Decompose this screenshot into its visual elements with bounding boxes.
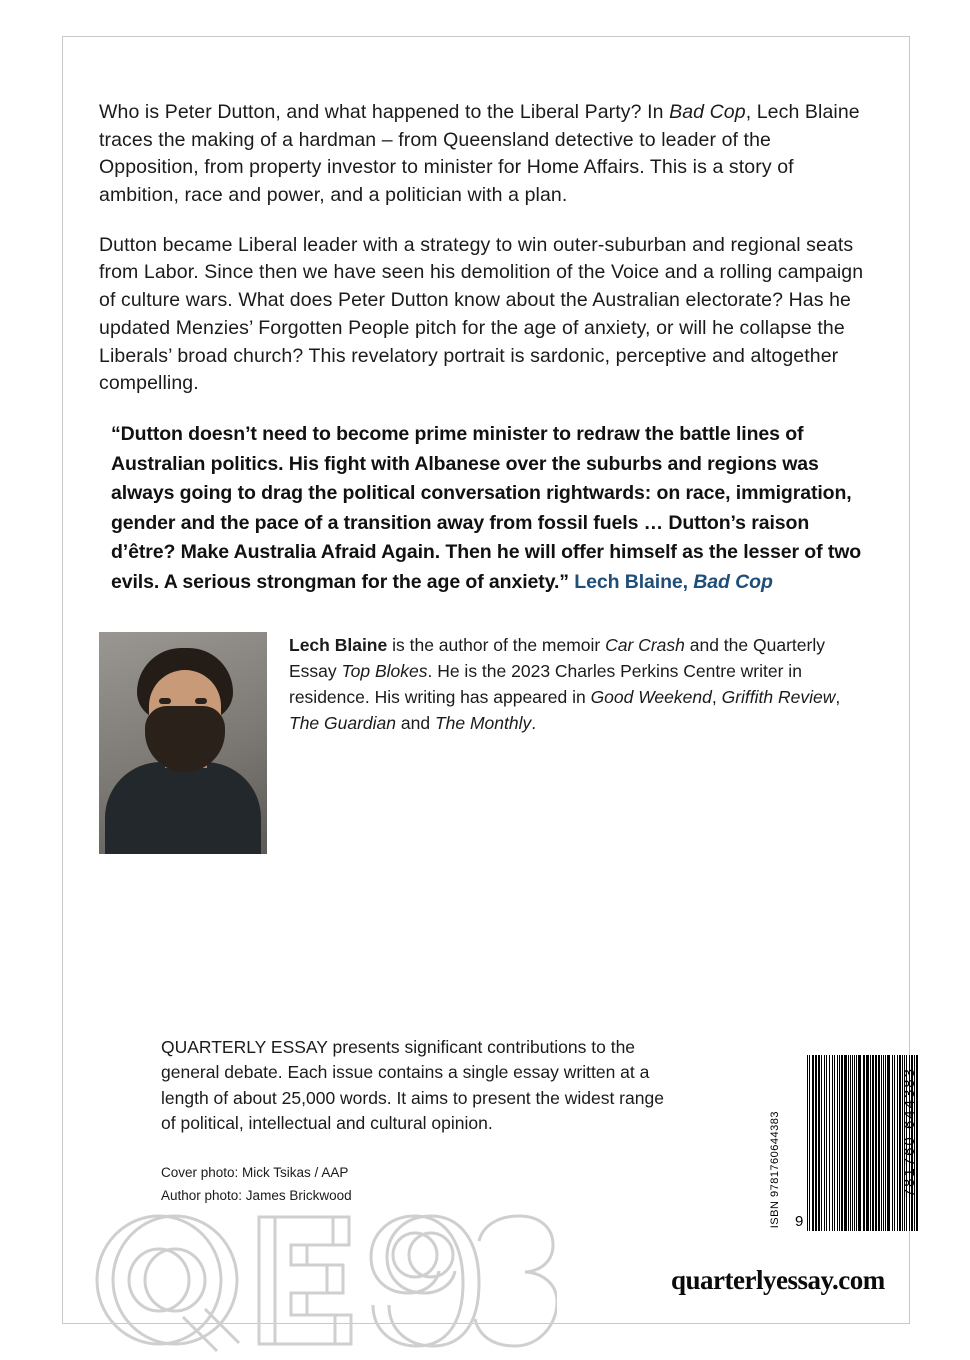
ean-lead-digit: 9 [795, 1213, 804, 1230]
blurb-paragraph-1: Who is Peter Dutton, and what happened to the Liberal Party? In Bad Cop, Lech Blaine traces the making of a hardman – from Queensland detective to leader of the Opposition, from property investor to minister for Home Affairs. This is a story of ambition, race and power, and a politician with a plan. [99, 101, 860, 207]
author-photo [99, 632, 267, 854]
blurb-content [99, 99, 875, 854]
issue-logo-qe93 [87, 1205, 557, 1355]
pull-quote-text: “Dutton doesn’t need to become prime minister to redraw the battle lines of Australian politics. His fight with Albanese over the suburbs and regions was always going to drag the political conversation rightwards: on race, immigration, gender and the pace of a transition away from fossil fuels … Dutton’s raison d’être? Make Australia Afraid Again. Then he will offer himself as the lesser of two evils. A serious strongman for the age of anxiety.” [111, 422, 862, 593]
author-name: Lech Blaine [289, 634, 388, 655]
cover-photo-credit: Cover photo: Mick Tsikas / AAP [161, 1164, 349, 1180]
blurb-paragraph-2: Dutton became Liberal leader with a strategy to win outer-suburban and regional seats from Labor. Since then we have seen his demolition of the Voice and a rolling campaign of culture wars. What does Peter Dutton know about the Australian electorate? Has he updated Menzies’ Forgotten People pitch for the age of anxiety, or will he collapse the Liberals’ broad church? This revelatory portrait is sardonic, perceptive and altogether compelling. [99, 233, 864, 395]
publication-the-monthly: The Monthly [434, 713, 532, 734]
publication-griffith-review: Griffith Review [721, 687, 836, 708]
photo-eye-left [159, 698, 171, 704]
photo-eye-right [195, 698, 207, 704]
publication-the-guardian: The Guardian [289, 713, 397, 734]
author-bio-block [99, 632, 875, 854]
title-bad-cop-1: Bad Cop [669, 101, 746, 123]
isbn-label: ISBN 9781760644383 [769, 1111, 781, 1229]
publication-good-weekend: Good Weekend [590, 687, 712, 708]
logo-letter-q [97, 1216, 239, 1351]
photo-torso [105, 762, 261, 854]
author-bio-text: Lech Blaine is the author of the memoir Car Crash and the Quarterly Essay Top Blokes. He is the 2023 Charles Perkins Centre writer in residence. His writing has appeared in Good Weekend, Griffith Review, The Guardian and The Monthly. [289, 634, 841, 734]
logo-digit-3 [475, 1216, 557, 1346]
pull-quote [111, 420, 863, 598]
pull-quote-source-title: Bad Cop [693, 571, 773, 593]
title-car-crash: Car Crash [605, 634, 685, 655]
pull-quote-author: Lech Blaine, [574, 571, 688, 593]
barcode [769, 1055, 919, 1245]
ean-digits: 781760 644383 [901, 1067, 918, 1198]
pull-quote-attribution [574, 571, 772, 593]
author-photo-credit: Author photo: James Brickwood [161, 1188, 352, 1204]
website-url[interactable]: quarterlyessay.com [671, 1265, 885, 1295]
title-top-blokes: Top Blokes [341, 660, 428, 681]
logo-letter-e [259, 1217, 351, 1344]
logo-digit-9 [371, 1216, 479, 1346]
publisher-footer [161, 1035, 681, 1208]
book-back-cover [62, 36, 918, 1324]
quarterly-essay-blurb: QUARTERLY ESSAY presents significant contributions to the general debate. Each issue contains a single essay written at a length of about 25,000 words. It aims to present the widest range of political, intellectual and cultural opinion. [161, 1037, 664, 1134]
